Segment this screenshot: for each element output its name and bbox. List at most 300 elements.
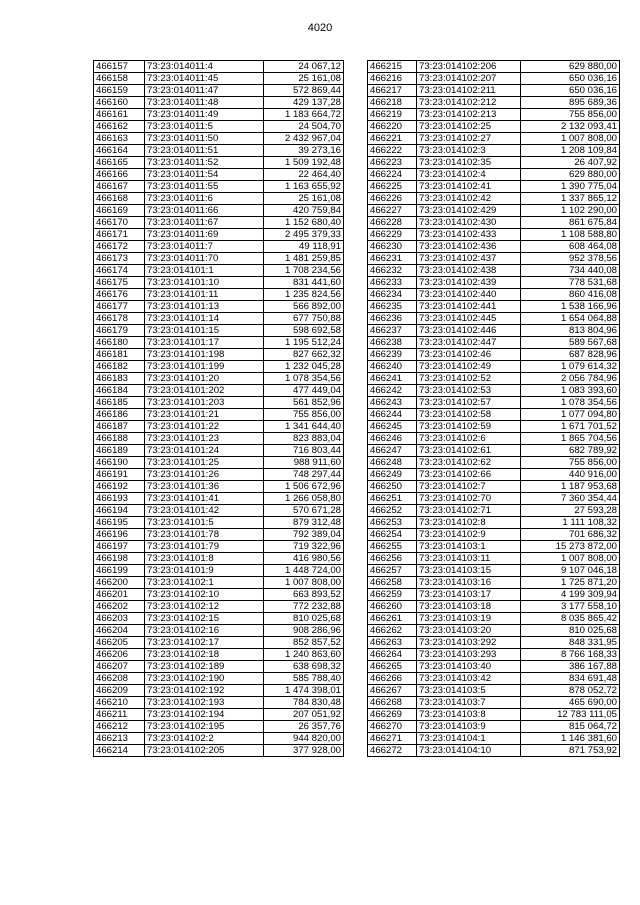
value-cell: 570 671,28 (264, 505, 344, 517)
value-cell: 1 146 381,60 (521, 733, 620, 745)
row-number-cell: 466178 (94, 313, 145, 325)
cadastral-number-cell: 73:23:014102:27 (417, 133, 521, 145)
cadastral-number-cell: 73:23:014101:198 (145, 349, 264, 361)
table-row (368, 121, 620, 133)
cadastral-number-cell: 73:23:014102:10 (145, 589, 264, 601)
row-number-cell: 466259 (368, 589, 417, 601)
row-number-cell: 466164 (94, 145, 145, 157)
table-row (368, 157, 620, 169)
row-number-cell: 466225 (368, 181, 417, 193)
value-cell: 27 593,28 (521, 505, 620, 517)
cadastral-number-cell: 73:23:014011:70 (145, 253, 264, 265)
row-number-cell: 466261 (368, 613, 417, 625)
value-cell: 755 856,00 (264, 409, 344, 421)
table-row (368, 517, 620, 529)
row-number-cell: 466194 (94, 505, 145, 517)
table-row (368, 253, 620, 265)
row-number-cell: 466210 (94, 697, 145, 709)
cadastral-number-cell: 73:23:014011:50 (145, 133, 264, 145)
row-number-cell: 466267 (368, 685, 417, 697)
cadastral-number-cell: 73:23:014104:10 (417, 745, 521, 757)
row-number-cell: 466203 (94, 613, 145, 625)
value-cell: 734 440,08 (521, 265, 620, 277)
row-number-cell: 466241 (368, 373, 417, 385)
value-cell: 1 102 290,00 (521, 205, 620, 217)
cadastral-number-cell: 73:23:014102:57 (417, 397, 521, 409)
value-cell: 944 820,00 (264, 733, 344, 745)
row-number-cell: 466242 (368, 385, 417, 397)
cadastral-number-cell: 73:23:014011:54 (145, 169, 264, 181)
value-cell: 831 441,60 (264, 277, 344, 289)
value-cell: 784 830,48 (264, 697, 344, 709)
value-cell: 3 177 558,10 (521, 601, 620, 613)
cadastral-number-cell: 73:23:014102:59 (417, 421, 521, 433)
row-number-cell: 466239 (368, 349, 417, 361)
table-row (368, 661, 620, 673)
cadastral-number-cell: 73:23:014103:293 (417, 649, 521, 661)
cadastral-number-cell: 73:23:014101:25 (145, 457, 264, 469)
cadastral-number-cell: 73:23:014011:5 (145, 121, 264, 133)
table-row (368, 229, 620, 241)
table-row (94, 685, 344, 697)
table-row (94, 721, 344, 733)
cadastral-number-cell: 73:23:014102:49 (417, 361, 521, 373)
cadastral-number-cell: 73:23:014101:1 (145, 265, 264, 277)
value-cell: 1 079 614,32 (521, 361, 620, 373)
value-cell: 1 007 808,00 (521, 553, 620, 565)
page-number: 4020 (307, 22, 333, 34)
row-number-cell: 466198 (94, 553, 145, 565)
row-number-cell: 466162 (94, 121, 145, 133)
cadastral-number-cell: 73:23:014011:49 (145, 109, 264, 121)
row-number-cell: 466218 (368, 97, 417, 109)
cadastral-number-cell: 73:23:014102:447 (417, 337, 521, 349)
table-row (368, 217, 620, 229)
left-table-body (94, 61, 344, 757)
cadastral-number-cell: 73:23:014102:190 (145, 673, 264, 685)
cadastral-number-cell: 73:23:014102:35 (417, 157, 521, 169)
cadastral-number-cell: 73:23:014011:55 (145, 181, 264, 193)
value-cell: 1 163 655,92 (264, 181, 344, 193)
table-row (94, 289, 344, 301)
table-row (94, 385, 344, 397)
table-row (94, 301, 344, 313)
value-cell: 952 378,56 (521, 253, 620, 265)
value-cell: 878 052,72 (521, 685, 620, 697)
value-cell: 1 195 512,24 (264, 337, 344, 349)
value-cell: 772 232,88 (264, 601, 344, 613)
table-row (368, 733, 620, 745)
cadastral-number-cell: 73:23:014101:24 (145, 445, 264, 457)
table-row (94, 709, 344, 721)
row-number-cell: 466179 (94, 325, 145, 337)
row-number-cell: 466266 (368, 673, 417, 685)
cadastral-number-cell: 73:23:014011:67 (145, 217, 264, 229)
row-number-cell: 466189 (94, 445, 145, 457)
value-cell: 1 108 588,80 (521, 229, 620, 241)
row-number-cell: 466161 (94, 109, 145, 121)
row-number-cell: 466217 (368, 85, 417, 97)
value-cell: 26 357,76 (264, 721, 344, 733)
cadastral-number-cell: 73:23:014011:48 (145, 97, 264, 109)
table-row (368, 697, 620, 709)
table-row (368, 685, 620, 697)
cadastral-number-cell: 73:23:014104:1 (417, 733, 521, 745)
row-number-cell: 466237 (368, 325, 417, 337)
row-number-cell: 466184 (94, 385, 145, 397)
row-number-cell: 466193 (94, 493, 145, 505)
value-cell: 677 750,88 (264, 313, 344, 325)
value-cell: 638 698,32 (264, 661, 344, 673)
value-cell: 1 865 704,56 (521, 433, 620, 445)
cadastral-number-cell: 73:23:014103:9 (417, 721, 521, 733)
row-number-cell: 466169 (94, 205, 145, 217)
table-row (368, 169, 620, 181)
value-cell: 7 360 354,44 (521, 493, 620, 505)
right-register-table (367, 60, 620, 757)
row-number-cell: 466166 (94, 169, 145, 181)
value-cell: 25 161,08 (264, 193, 344, 205)
row-number-cell: 466174 (94, 265, 145, 277)
table-row (368, 361, 620, 373)
value-cell: 860 416,08 (521, 289, 620, 301)
row-number-cell: 466206 (94, 649, 145, 661)
row-number-cell: 466247 (368, 445, 417, 457)
value-cell: 477 449,04 (264, 385, 344, 397)
row-number-cell: 466264 (368, 649, 417, 661)
cadastral-number-cell: 73:23:014101:26 (145, 469, 264, 481)
table-row (368, 625, 620, 637)
row-number-cell: 466223 (368, 157, 417, 169)
value-cell: 1 341 644,40 (264, 421, 344, 433)
table-row (94, 145, 344, 157)
cadastral-number-cell: 73:23:014011:6 (145, 193, 264, 205)
value-cell: 429 137,28 (264, 97, 344, 109)
row-number-cell: 466163 (94, 133, 145, 145)
row-number-cell: 466196 (94, 529, 145, 541)
table-row (94, 625, 344, 637)
cadastral-number-cell: 73:23:014102:61 (417, 445, 521, 457)
cadastral-number-cell: 73:23:014101:22 (145, 421, 264, 433)
row-number-cell: 466240 (368, 361, 417, 373)
value-cell: 815 064,72 (521, 721, 620, 733)
row-number-cell: 466250 (368, 481, 417, 493)
row-number-cell: 466187 (94, 421, 145, 433)
cadastral-number-cell: 73:23:014102:41 (417, 181, 521, 193)
cadastral-number-cell: 73:23:014102:440 (417, 289, 521, 301)
cadastral-number-cell: 73:23:014101:79 (145, 541, 264, 553)
row-number-cell: 466188 (94, 433, 145, 445)
cadastral-number-cell: 73:23:014102:9 (417, 529, 521, 541)
row-number-cell: 466249 (368, 469, 417, 481)
value-cell: 39 273,16 (264, 145, 344, 157)
value-cell: 416 980,56 (264, 553, 344, 565)
row-number-cell: 466254 (368, 529, 417, 541)
row-number-cell: 466213 (94, 733, 145, 745)
cadastral-number-cell: 73:23:014101:20 (145, 373, 264, 385)
row-number-cell: 466224 (368, 169, 417, 181)
row-number-cell: 466202 (94, 601, 145, 613)
cadastral-number-cell: 73:23:014102:211 (417, 85, 521, 97)
value-cell: 1 725 871,20 (521, 577, 620, 589)
table-row (368, 349, 620, 361)
cadastral-number-cell: 73:23:014101:41 (145, 493, 264, 505)
cadastral-number-cell: 73:23:014102:42 (417, 193, 521, 205)
row-number-cell: 466200 (94, 577, 145, 589)
table-row (94, 589, 344, 601)
row-number-cell: 466269 (368, 709, 417, 721)
table-row (94, 637, 344, 649)
row-number-cell: 466192 (94, 481, 145, 493)
value-cell: 9 107 046,18 (521, 565, 620, 577)
cadastral-number-cell: 73:23:014102:445 (417, 313, 521, 325)
row-number-cell: 466270 (368, 721, 417, 733)
value-cell: 663 893,52 (264, 589, 344, 601)
cadastral-number-cell: 73:23:014011:7 (145, 241, 264, 253)
row-number-cell: 466229 (368, 229, 417, 241)
row-number-cell: 466228 (368, 217, 417, 229)
value-cell: 377 928,00 (264, 745, 344, 757)
value-cell: 608 464,08 (521, 241, 620, 253)
row-number-cell: 466160 (94, 97, 145, 109)
value-cell: 755 856,00 (521, 457, 620, 469)
cadastral-number-cell: 73:23:014011:45 (145, 73, 264, 85)
row-number-cell: 466272 (368, 745, 417, 757)
row-number-cell: 466207 (94, 661, 145, 673)
table-row (94, 457, 344, 469)
table-row (94, 505, 344, 517)
table-row (368, 445, 620, 457)
value-cell: 24 504,70 (264, 121, 344, 133)
cadastral-number-cell: 73:23:014103:16 (417, 577, 521, 589)
value-cell: 650 036,16 (521, 73, 620, 85)
cadastral-number-cell: 73:23:014103:292 (417, 637, 521, 649)
table-row (368, 205, 620, 217)
row-number-cell: 466157 (94, 61, 145, 73)
table-row (94, 649, 344, 661)
value-cell: 2 132 093,41 (521, 121, 620, 133)
table-row (94, 481, 344, 493)
cadastral-number-cell: 73:23:014101:5 (145, 517, 264, 529)
table-row (368, 745, 620, 757)
table-row (94, 601, 344, 613)
cadastral-number-cell: 73:23:014102:62 (417, 457, 521, 469)
row-number-cell: 466258 (368, 577, 417, 589)
row-number-cell: 466226 (368, 193, 417, 205)
cadastral-number-cell: 73:23:014102:189 (145, 661, 264, 673)
table-row (94, 277, 344, 289)
table-row (94, 337, 344, 349)
value-cell: 4 199 309,94 (521, 589, 620, 601)
cadastral-number-cell: 73:23:014103:40 (417, 661, 521, 673)
table-row (368, 133, 620, 145)
table-row (368, 457, 620, 469)
value-cell: 813 804,96 (521, 325, 620, 337)
row-number-cell: 466205 (94, 637, 145, 649)
value-cell: 420 759,84 (264, 205, 344, 217)
value-cell: 827 662,32 (264, 349, 344, 361)
cadastral-number-cell: 73:23:014103:7 (417, 697, 521, 709)
row-number-cell: 466180 (94, 337, 145, 349)
row-number-cell: 466231 (368, 253, 417, 265)
cadastral-number-cell: 73:23:014102:446 (417, 325, 521, 337)
value-cell: 465 690,00 (521, 697, 620, 709)
row-number-cell: 466248 (368, 457, 417, 469)
cadastral-number-cell: 73:23:014102:6 (417, 433, 521, 445)
value-cell: 1 474 398,01 (264, 685, 344, 697)
row-number-cell: 466260 (368, 601, 417, 613)
table-row (368, 469, 620, 481)
table-row (94, 697, 344, 709)
table-row (94, 193, 344, 205)
row-number-cell: 466233 (368, 277, 417, 289)
row-number-cell: 466158 (94, 73, 145, 85)
row-number-cell: 466222 (368, 145, 417, 157)
cadastral-number-cell: 73:23:014101:203 (145, 397, 264, 409)
row-number-cell: 466185 (94, 397, 145, 409)
table-row (94, 421, 344, 433)
cadastral-number-cell: 73:23:014102:15 (145, 613, 264, 625)
value-cell: 1 083 393,60 (521, 385, 620, 397)
table-row (368, 193, 620, 205)
value-cell: 1 111 108,32 (521, 517, 620, 529)
row-number-cell: 466262 (368, 625, 417, 637)
table-row (368, 73, 620, 85)
row-number-cell: 466197 (94, 541, 145, 553)
table-row (94, 97, 344, 109)
cadastral-number-cell: 73:23:014011:69 (145, 229, 264, 241)
table-row (368, 337, 620, 349)
table-row (94, 181, 344, 193)
table-row (94, 529, 344, 541)
value-cell: 879 312,48 (264, 517, 344, 529)
value-cell: 8 766 168,33 (521, 649, 620, 661)
table-row (368, 265, 620, 277)
cadastral-number-cell: 73:23:014103:11 (417, 553, 521, 565)
table-row (94, 433, 344, 445)
cadastral-number-cell: 73:23:014103:1 (417, 541, 521, 553)
row-number-cell: 466257 (368, 565, 417, 577)
table-row (94, 673, 344, 685)
table-row (94, 541, 344, 553)
table-row (368, 505, 620, 517)
table-row (94, 733, 344, 745)
cadastral-number-cell: 73:23:014102:436 (417, 241, 521, 253)
value-cell: 1 187 953,68 (521, 481, 620, 493)
table-row (94, 229, 344, 241)
table-row (368, 241, 620, 253)
cadastral-number-cell: 73:23:014102:193 (145, 697, 264, 709)
cadastral-number-cell: 73:23:014101:23 (145, 433, 264, 445)
row-number-cell: 466208 (94, 673, 145, 685)
value-cell: 2 056 784,96 (521, 373, 620, 385)
value-cell: 1 448 724,00 (264, 565, 344, 577)
cadastral-number-cell: 73:23:014101:202 (145, 385, 264, 397)
value-cell: 1 509 192,48 (264, 157, 344, 169)
row-number-cell: 466227 (368, 205, 417, 217)
table-row (94, 325, 344, 337)
value-cell: 561 852,96 (264, 397, 344, 409)
row-number-cell: 466211 (94, 709, 145, 721)
cadastral-number-cell: 73:23:014101:199 (145, 361, 264, 373)
table-row (368, 709, 620, 721)
value-cell: 755 856,00 (521, 109, 620, 121)
cadastral-number-cell: 73:23:014102:206 (417, 61, 521, 73)
table-row (368, 85, 620, 97)
table-row (368, 577, 620, 589)
cadastral-number-cell: 73:23:014102:53 (417, 385, 521, 397)
cadastral-number-cell: 73:23:014101:8 (145, 553, 264, 565)
cadastral-number-cell: 73:23:014011:4 (145, 61, 264, 73)
row-number-cell: 466186 (94, 409, 145, 421)
table-row (368, 385, 620, 397)
value-cell: 1 654 064,88 (521, 313, 620, 325)
value-cell: 1 671 701,52 (521, 421, 620, 433)
row-number-cell: 466230 (368, 241, 417, 253)
value-cell: 8 035 865,42 (521, 613, 620, 625)
row-number-cell: 466183 (94, 373, 145, 385)
table-row (94, 445, 344, 457)
table-row (94, 265, 344, 277)
table-row (94, 493, 344, 505)
table-row (368, 673, 620, 685)
row-number-cell: 466191 (94, 469, 145, 481)
cadastral-number-cell: 73:23:014102:212 (417, 97, 521, 109)
table-row (94, 157, 344, 169)
row-number-cell: 466195 (94, 517, 145, 529)
value-cell: 585 788,40 (264, 673, 344, 685)
value-cell: 823 883,04 (264, 433, 344, 445)
value-cell: 440 916,00 (521, 469, 620, 481)
value-cell: 1 266 058,80 (264, 493, 344, 505)
value-cell: 861 675,84 (521, 217, 620, 229)
cadastral-number-cell: 73:23:014101:14 (145, 313, 264, 325)
cadastral-number-cell: 73:23:014101:21 (145, 409, 264, 421)
cadastral-number-cell: 73:23:014101:42 (145, 505, 264, 517)
table-row (94, 85, 344, 97)
table-row (94, 109, 344, 121)
value-cell: 26 407,92 (521, 157, 620, 169)
cadastral-number-cell: 73:23:014103:17 (417, 589, 521, 601)
table-row (94, 469, 344, 481)
value-cell: 24 067,12 (264, 61, 344, 73)
cadastral-number-cell: 73:23:014102:429 (417, 205, 521, 217)
table-row (368, 409, 620, 421)
row-number-cell: 466172 (94, 241, 145, 253)
cadastral-number-cell: 73:23:014101:10 (145, 277, 264, 289)
cadastral-number-cell: 73:23:014102:16 (145, 625, 264, 637)
table-row (368, 721, 620, 733)
row-number-cell: 466204 (94, 625, 145, 637)
value-cell: 566 892,00 (264, 301, 344, 313)
table-row (94, 577, 344, 589)
cadastral-number-cell: 73:23:014102:194 (145, 709, 264, 721)
row-number-cell: 466201 (94, 589, 145, 601)
value-cell: 598 692,58 (264, 325, 344, 337)
value-cell: 848 331,95 (521, 637, 620, 649)
value-cell: 386 167,88 (521, 661, 620, 673)
row-number-cell: 466234 (368, 289, 417, 301)
value-cell: 701 686,32 (521, 529, 620, 541)
row-number-cell: 466244 (368, 409, 417, 421)
row-number-cell: 466216 (368, 73, 417, 85)
value-cell: 719 322,96 (264, 541, 344, 553)
table-row (94, 241, 344, 253)
table-row (368, 481, 620, 493)
cadastral-number-cell: 73:23:014102:430 (417, 217, 521, 229)
cadastral-number-cell: 73:23:014102:52 (417, 373, 521, 385)
table-row (94, 313, 344, 325)
